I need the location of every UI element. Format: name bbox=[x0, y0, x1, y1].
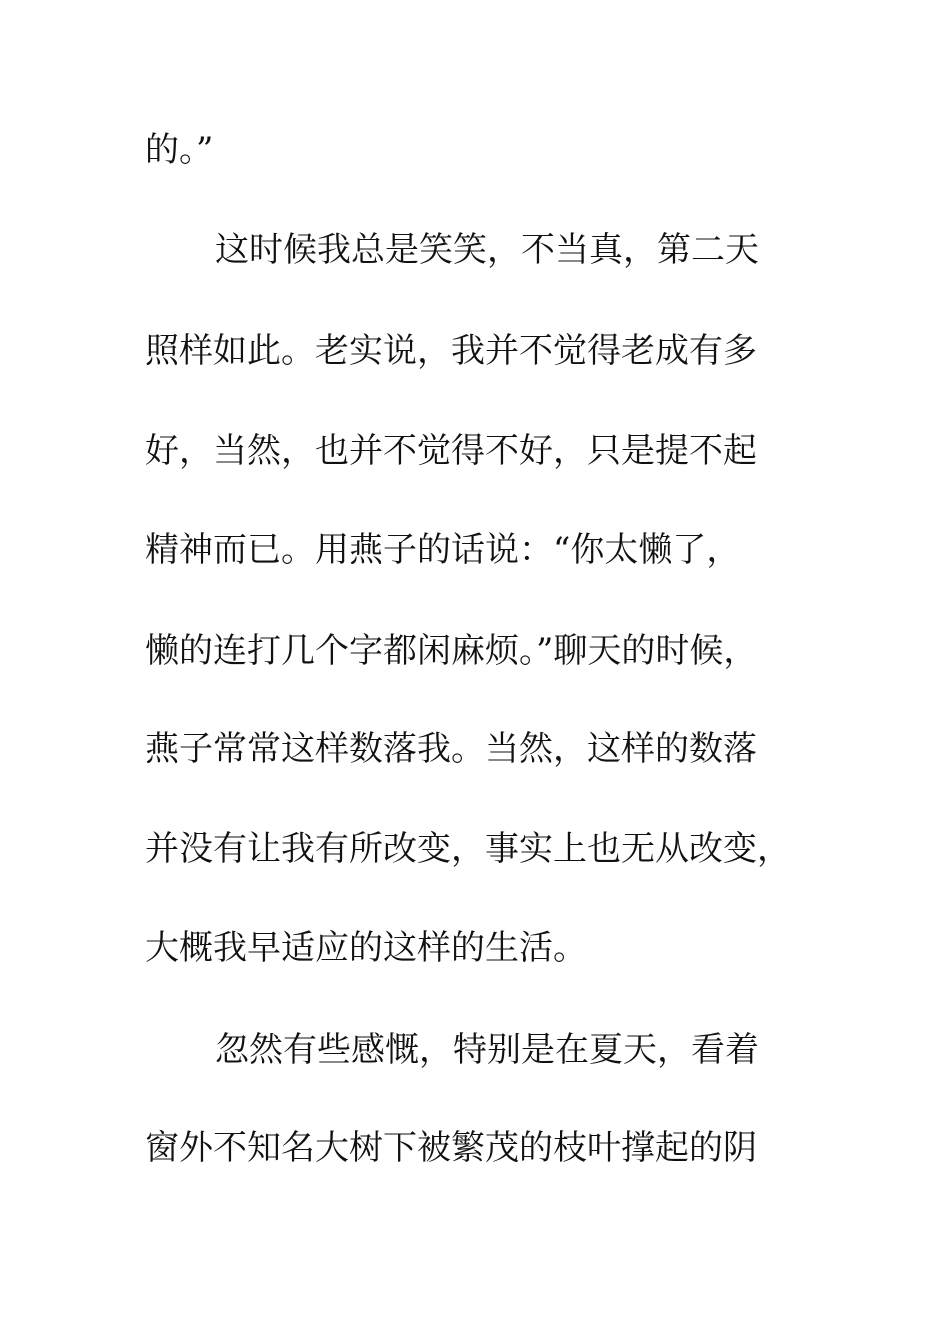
text-line-3: 照样如此。老实说，我并不觉得老成有多 bbox=[145, 331, 757, 371]
text-line-10: 忽然有些感慨，特别是在夏天，看着 bbox=[215, 1030, 759, 1070]
text-line-9: 大概我早适应的这样的生活。 bbox=[145, 928, 587, 968]
text-line-8: 并没有让我有所改变，事实上也无从改变， bbox=[145, 829, 791, 869]
text-line-4: 好，当然，也并不觉得不好，只是提不起 bbox=[145, 431, 757, 471]
text-line-11: 窗外不知名大树下被繁茂的枝叶撑起的阴 bbox=[145, 1128, 757, 1168]
text-line-5: 精神而已。用燕子的话说：“你太懒了， bbox=[145, 530, 741, 570]
text-line-1: 的。” bbox=[145, 130, 214, 170]
text-line-2: 这时候我总是笑笑，不当真，第二天 bbox=[215, 230, 759, 270]
text-line-6: 懒的连打几个字都闲麻烦。”聊天的时候， bbox=[145, 631, 758, 671]
text-line-7: 燕子常常这样数落我。当然，这样的数落 bbox=[145, 729, 757, 769]
